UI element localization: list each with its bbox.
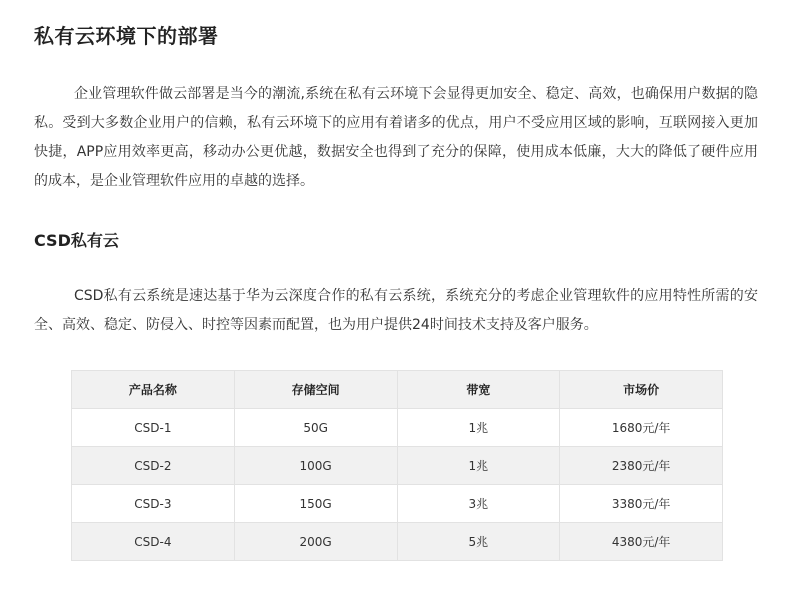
csd-description-paragraph: CSD私有云系统是速达基于华为云深度合作的私有云系统，系统充分的考虑企业管理软件的应用特性所需的安全、高效、稳定、防侵入、时控等因素而配置，也为用户提供24时间技术支持及客户服务。: [34, 288, 758, 333]
header-storage: 存储空间: [234, 371, 397, 409]
cell-price: 3380元/年: [560, 485, 723, 523]
cell-price: 1680元/年: [560, 409, 723, 447]
cell-bandwidth: 1兆: [397, 447, 560, 485]
pricing-table: [71, 370, 723, 561]
table-row: [72, 523, 723, 561]
cell-product-name: CSD-4: [72, 523, 235, 561]
page-title: 私有云环境下的部署: [34, 24, 219, 48]
table-header-row: [72, 371, 723, 409]
header-bandwidth: 带宽: [397, 371, 560, 409]
cell-storage: 200G: [234, 523, 397, 561]
cell-bandwidth: 3兆: [397, 485, 560, 523]
cell-bandwidth: 5兆: [397, 523, 560, 561]
header-product-name: 产品名称: [72, 371, 235, 409]
cell-price: 4380元/年: [560, 523, 723, 561]
cell-storage: 100G: [234, 447, 397, 485]
table-row: [72, 485, 723, 523]
header-price: 市场价: [560, 371, 723, 409]
cell-price: 2380元/年: [560, 447, 723, 485]
cell-product-name: CSD-2: [72, 447, 235, 485]
cell-storage: 50G: [234, 409, 397, 447]
table-row: [72, 409, 723, 447]
cell-product-name: CSD-3: [72, 485, 235, 523]
cell-storage: 150G: [234, 485, 397, 523]
cell-bandwidth: 1兆: [397, 409, 560, 447]
cell-product-name: CSD-1: [72, 409, 235, 447]
section-subtitle: CSD私有云: [34, 231, 119, 250]
table-row: [72, 447, 723, 485]
intro-paragraph: 企业管理软件做云部署是当今的潮流,系统在私有云环境下会显得更加安全、稳定、高效，也确保用户数据的隐私。受到大多数企业用户的信赖，私有云环境下的应用有着诸多的优点，用户不受应用区域的影响，互联网接入更加快捷，APP应用效率更高，移动办公更优越，数据安全也得到了充分的保障，使用成本低廉，大大的降低了硬件应用的成本，是企业管理软件应用的卓越的选择。: [34, 86, 758, 189]
